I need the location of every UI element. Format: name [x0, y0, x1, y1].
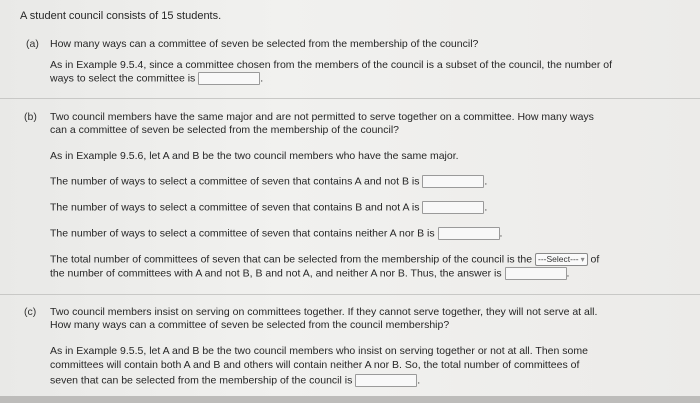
- part-a-answer-input[interactable]: [198, 72, 260, 85]
- bottom-edge: [0, 396, 700, 403]
- period: .: [484, 201, 488, 214]
- part-a-answer-prompt: ways to select the committee is: [50, 72, 196, 85]
- period: .: [499, 227, 503, 240]
- part-c-label: (c): [24, 306, 37, 318]
- of-text: of: [590, 253, 600, 266]
- part-c-answer-prompt: seven that can be selected from the membership of the council is: [50, 374, 353, 387]
- part-b-intro: As in Example 9.5.6, let A and B be the two council members who have the same major.: [50, 150, 459, 162]
- period: .: [417, 374, 421, 387]
- section-divider: [0, 294, 700, 295]
- part-c-answer-input[interactable]: [355, 374, 417, 387]
- section-divider: [0, 98, 700, 99]
- part-b-row1-text: The number of ways to select a committee of seven that contains A and not B is: [50, 175, 420, 188]
- neither-a-nor-b-input[interactable]: [438, 227, 500, 240]
- period: .: [566, 267, 570, 280]
- part-c-explanation-line2: committees will contain both A and B and others will contain neither A nor B. So, the total number of committees of: [50, 359, 580, 371]
- part-b-row2: [50, 201, 487, 214]
- period: .: [484, 175, 488, 188]
- part-b-total-line1: [50, 253, 599, 266]
- part-b-row3-text: The number of ways to select a committee of seven that contains neither A nor B is: [50, 227, 435, 240]
- period: .: [260, 72, 264, 85]
- part-b-total-text: The total number of committees of seven that can be selected from the membership of the council is the: [50, 253, 533, 266]
- part-c-question-line1: Two council members insist on serving on committees together. If they cannot serve together, they will not serve at all.: [50, 306, 598, 318]
- a-not-b-input[interactable]: [422, 175, 484, 188]
- chevron-down-icon: ▾: [580, 255, 585, 264]
- part-b-row2-text: The number of ways to select a committee of seven that contains B and not A is: [50, 201, 420, 214]
- part-b-label: (b): [24, 111, 37, 123]
- part-b-question-line2: can a committee of seven be selected from the membership of the council?: [50, 124, 400, 136]
- problem-header: A student council consists of 15 students.: [20, 10, 222, 22]
- b-not-a-input[interactable]: [422, 201, 484, 214]
- select-label: ---Select---: [538, 254, 579, 264]
- part-c-explanation-line3: [50, 374, 420, 387]
- part-b-row1: [50, 175, 487, 188]
- part-b-total-line2: [50, 267, 569, 280]
- part-a-explanation-line2: [50, 72, 263, 85]
- part-b-question-line1: Two council members have the same major and are not permitted to serve together on a committee. How many ways: [50, 111, 594, 123]
- part-c-explanation-line1: As in Example 9.5.5, let A and B be the two council members who insist on serving together or not at all. Then some: [50, 345, 588, 357]
- part-b-answer-prompt: the number of committees with A and not B, B and not A, and neither A nor B. Thus, the answer is: [50, 267, 502, 280]
- part-c-question-line2: How many ways can a committee of seven be selected from the council membership?: [50, 319, 450, 331]
- part-a-question: How many ways can a committee of seven be selected from the membership of the council?: [50, 38, 479, 50]
- part-a-label: (a): [26, 38, 39, 50]
- part-b-answer-input[interactable]: [505, 267, 567, 280]
- part-a-explanation-line1: As in Example 9.5.4, since a committee chosen from the members of the council is a subset of the council, the number of: [50, 59, 613, 71]
- part-b-row3: [50, 227, 502, 240]
- operation-select[interactable]: [535, 253, 588, 266]
